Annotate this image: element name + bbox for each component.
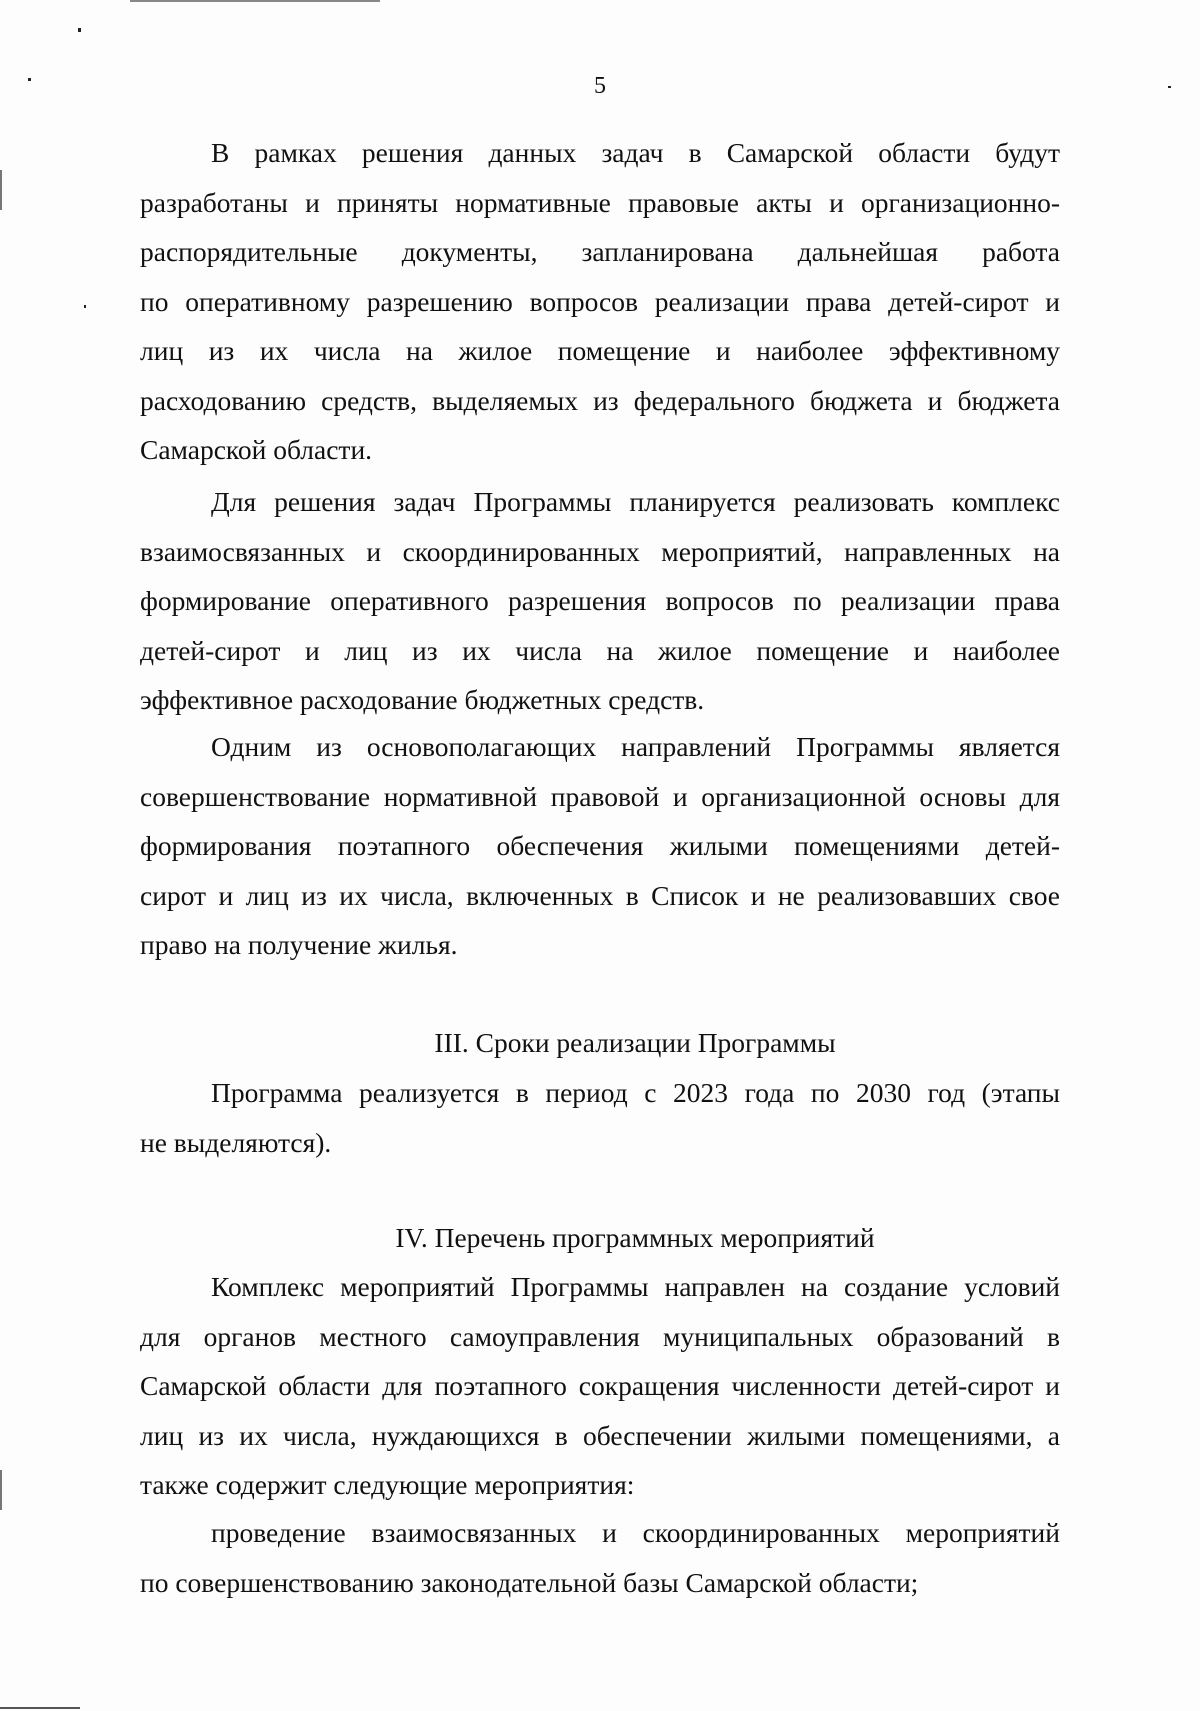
text-line: право на получение жилья.: [140, 929, 458, 960]
text-line: В рамках решения данных задач в Самарской области будут: [211, 137, 1060, 168]
text-line: разработаны и приняты нормативные правовые акты и организационно-: [140, 186, 1060, 218]
text-line: эффективное расходование бюджетных средств.: [140, 684, 705, 715]
text-line: формирование оперативного разрешения вопросов по реализации права: [140, 585, 1060, 616]
text-line: Комплекс мероприятий Программы направлен на создание условий: [211, 1271, 1060, 1302]
text-line: по оперативному разрешению вопросов реализации права детей-сирот и: [140, 285, 1060, 317]
page-number: 5: [594, 73, 606, 99]
text-line: Программа реализуется в период с 2023 года по 2030 год (этапы: [211, 1077, 1060, 1108]
paragraph-6: [140, 1508, 1060, 1607]
text-line: сирот и лиц из их числа, включенных в Список и не реализовавших свое: [140, 879, 1060, 911]
scan-bottom-edge: [0, 1707, 80, 1709]
scan-left-edge: [0, 170, 2, 210]
text-line: совершенствование нормативной правовой и организационной основы для: [140, 780, 1060, 812]
paragraph-2: [140, 477, 1060, 725]
text-line: по совершенствованию законодательной базы Самарской области;: [140, 1566, 919, 1598]
paragraph-1: [140, 128, 1060, 475]
text-line: не выделяются).: [140, 1126, 332, 1158]
scan-top-edge: [130, 0, 380, 2]
text-line: Одним из основополагающих направлений Программы является: [211, 731, 1060, 762]
text-line: взаимосвязанных и скоординированных мероприятий, направленных на: [140, 535, 1060, 567]
paragraph-5: [140, 1262, 1060, 1510]
text-line: распорядительные документы, запланирована дальнейшая работа: [140, 236, 1060, 267]
text-line: расходованию средств, выделяемых из федерального бюджета и бюджета: [140, 384, 1060, 416]
text-line: для органов местного самоуправления муниципальных образований в: [140, 1320, 1060, 1352]
text-line: также содержит следующие мероприятия:: [140, 1469, 635, 1500]
text-line: детей-сирот и лиц из их числа на жилое помещение и наиболее: [140, 634, 1060, 666]
text-line: проведение взаимосвязанных и скоординированных мероприятий: [211, 1517, 1060, 1548]
text-line: Самарской области для поэтапного сокращения численности детей-сирот и: [140, 1370, 1060, 1401]
text-line: лиц из их числа, нуждающихся в обеспечении жилыми помещениями, а: [140, 1419, 1060, 1451]
paragraph-3: [140, 722, 1060, 970]
scan-speck: [84, 305, 86, 308]
text-line: Самарской области.: [140, 434, 373, 465]
paragraph-4: [140, 1068, 1060, 1167]
scan-left-edge: [0, 1470, 2, 1510]
section-heading-4: IV. Перечень программных мероприятий: [395, 1222, 875, 1253]
text-line: Для решения задач Программы планируется реализовать комплекс: [211, 486, 1060, 517]
text-line: формирования поэтапного обеспечения жилыми помещениями детей-: [140, 830, 1060, 861]
text-line: лиц из их числа на жилое помещение и наиболее эффективному: [140, 335, 1060, 366]
scan-speck: [78, 28, 81, 32]
section-heading-3: III. Сроки реализации Программы: [434, 1027, 836, 1058]
